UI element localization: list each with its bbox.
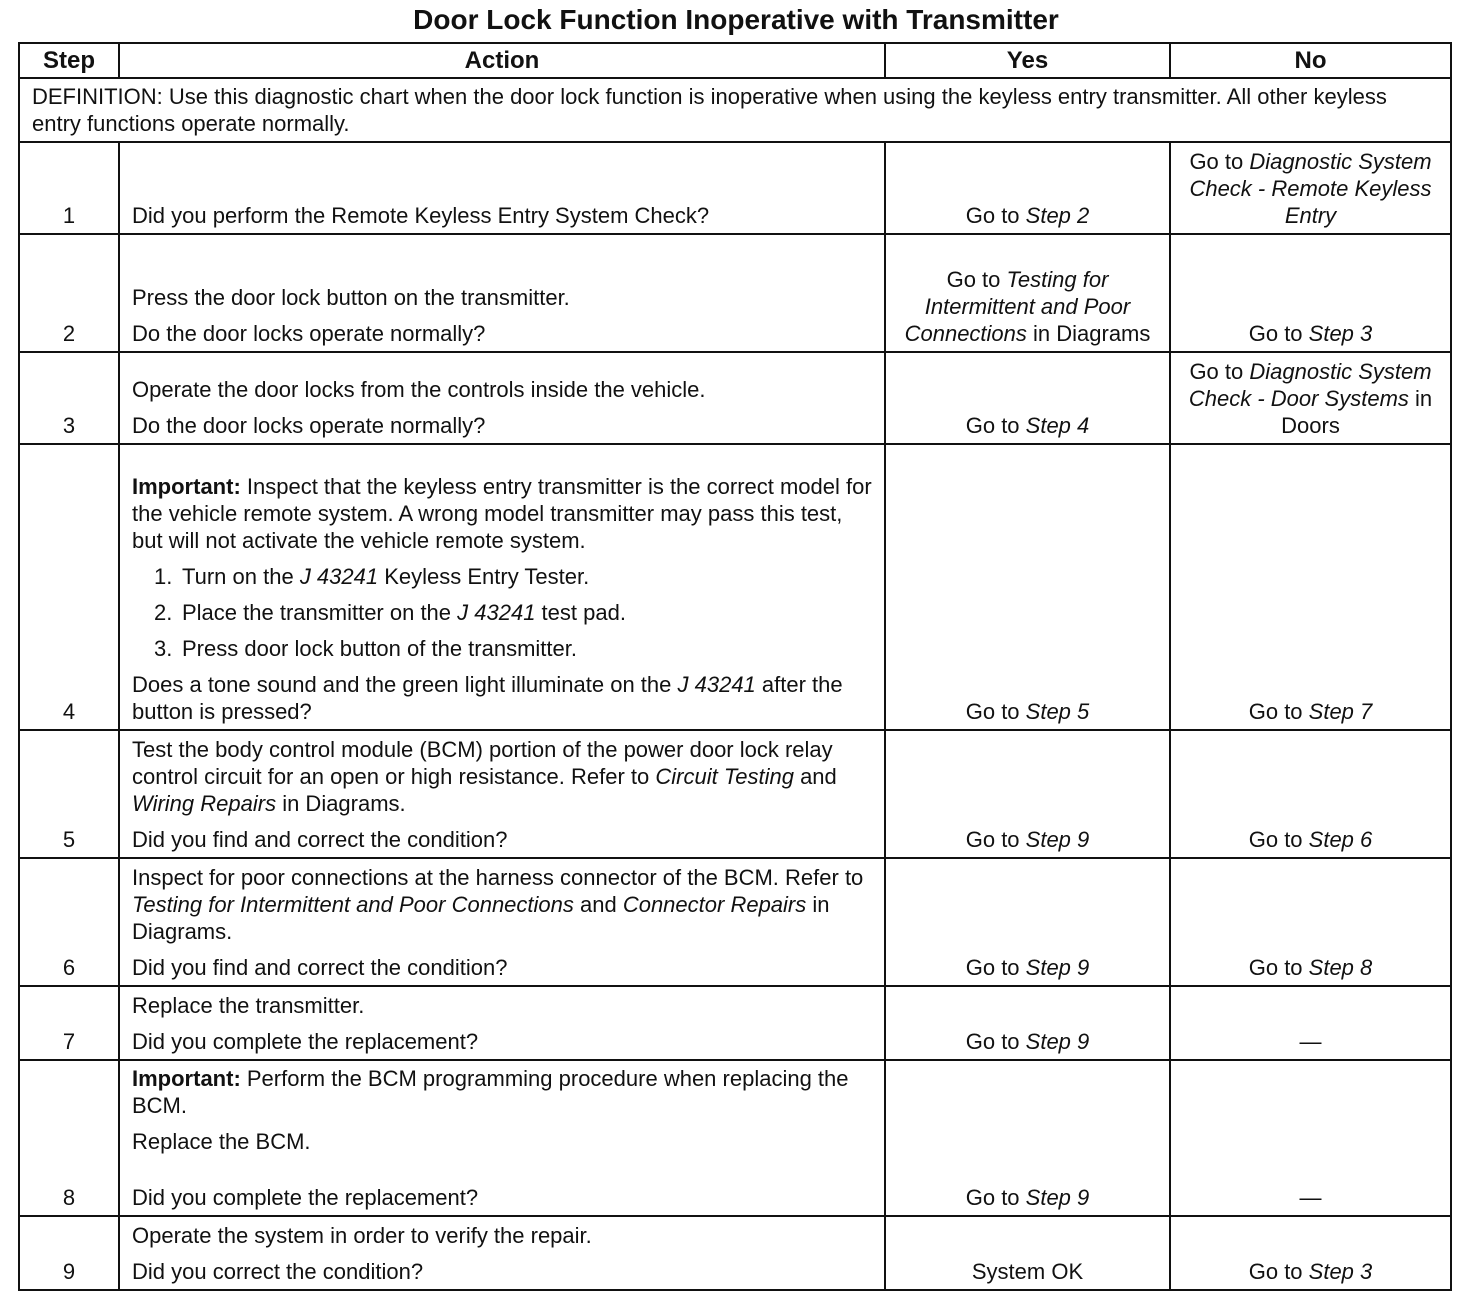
yes-prefix: Go to [965,413,1026,438]
action-text [132,864,872,945]
step-number: 2 [19,234,119,352]
action-cell [119,234,885,352]
yes-ref: Step 9 [1025,1185,1090,1210]
action-cell [119,730,885,858]
yes-cell: System OK [885,1216,1170,1290]
yes-ref: Step 5 [1025,699,1090,724]
yes-ref: Step 9 [1025,1029,1090,1054]
table-row [19,986,1451,1060]
step-number: 9 [19,1216,119,1290]
action-text-part: Inspect for poor connections at the harness connector of the BCM. Refer to [132,865,864,890]
action-text: Operate the door locks from the controls inside the vehicle. [132,377,706,402]
action-cell [119,444,885,730]
yes-ref: Step 2 [1025,203,1090,228]
action-cell [119,352,885,444]
action-text: Replace the transmitter. [132,993,365,1018]
action-cell [119,858,885,986]
no-ref: Step 7 [1308,699,1373,724]
yes-ref: Testing for Intermittent and Poor Connections [904,267,1131,346]
action-question: Did you complete the replacement? [132,1029,479,1054]
yes-suffix: in Diagrams [1026,321,1151,346]
no-ref: Step 3 [1308,321,1373,346]
no-cell: — [1170,1060,1451,1216]
header-action: Action [119,43,885,78]
action-question: Did you find and correct the condition? [132,955,508,980]
action-text: Operate the system in order to verify the repair. [132,1223,592,1248]
table-row [19,858,1451,986]
list-item [132,599,872,626]
definition-row [19,78,1451,142]
table-row [19,1060,1451,1216]
action-ref: Connector Repairs [622,892,807,917]
no-cell [1170,444,1451,730]
action-cell [119,986,885,1060]
no-cell [1170,352,1451,444]
question-text: Does a tone sound and the green light illuminate on the [132,672,678,697]
step-number: 6 [19,858,119,986]
question-suffix: after the button is pressed? [132,672,843,724]
no-ref: Diagnostic System Check - Door Systems [1188,359,1432,411]
yes-prefix: Go to [965,203,1026,228]
action-text-part: and [573,892,623,917]
no-cell [1170,142,1451,234]
diagnostic-table [18,42,1452,1291]
action-text [132,736,872,817]
action-question: Did you correct the condition? [132,1259,424,1284]
action-text-part: Test the body control module (BCM) portion of the power door lock relay control circuit for an open or high resistance. Refer to [132,737,833,789]
important-label: Important: [132,474,241,499]
no-ref: Step 8 [1308,955,1373,980]
action-ref: Wiring Repairs [132,791,277,816]
action-ref: Circuit Testing [655,764,794,789]
action-cell [119,1216,885,1290]
no-prefix: Go to [1248,699,1309,724]
no-prefix: Go to [1248,955,1309,980]
no-cell [1170,1216,1451,1290]
header-row [19,43,1451,78]
yes-cell [885,730,1170,858]
table-row [19,352,1451,444]
substep-ref: J 43241 [299,564,379,589]
important-label: Important: [132,1066,241,1091]
no-cell [1170,730,1451,858]
list-item [132,635,872,662]
no-prefix: Go to [1248,321,1309,346]
yes-cell [885,352,1170,444]
substep-suffix: Keyless Entry Tester. [378,564,590,589]
yes-cell [885,234,1170,352]
substep-number: 1. [154,564,173,589]
table-row [19,234,1451,352]
action-question [132,671,872,725]
yes-prefix: Go to [965,699,1026,724]
yes-ref: Step 4 [1025,413,1090,438]
no-cell: — [1170,986,1451,1060]
substep-text: Place the transmitter on the [182,600,458,625]
important-text: Perform the BCM programming procedure when replacing the BCM. [132,1066,849,1118]
action-text: Press the door lock button on the transmitter. [132,285,570,310]
no-ref: Step 6 [1308,827,1373,852]
yes-ref: Step 9 [1025,827,1090,852]
no-ref: Step 3 [1308,1259,1373,1284]
yes-cell [885,858,1170,986]
important-text: Inspect that the keyless entry transmitter is the correct model for the vehicle remote system. A wrong model transmitter may pass this test, but will not activate the vehicle remote system. [132,474,872,553]
action-text-part: in Diagrams. [132,892,830,944]
header-yes: Yes [885,43,1170,78]
action-text-part: and [793,764,837,789]
yes-prefix: Go to [965,1029,1026,1054]
table-row [19,730,1451,858]
substep-ref: J 43241 [457,600,536,625]
yes-prefix: Go to [965,827,1026,852]
important-note [132,1065,872,1119]
substep-number: 3. [154,636,173,661]
step-number: 7 [19,986,119,1060]
step-number: 5 [19,730,119,858]
substep-list [132,563,872,662]
no-prefix: Go to [1248,827,1309,852]
no-cell [1170,858,1451,986]
no-prefix: Go to [1189,359,1250,384]
action-cell [119,1060,885,1216]
no-suffix: in Doors [1281,386,1433,438]
step-number: 8 [19,1060,119,1216]
definition-text: DEFINITION: Use this diagnostic chart when the door lock function is inoperative when using the keyless entry transmitter. All other keyless entry functions operate normally. [19,78,1451,142]
table-row [19,1216,1451,1290]
table-row [19,444,1451,730]
step-number: 1 [19,142,119,234]
header-no: No [1170,43,1451,78]
substep-number: 2. [154,600,173,625]
yes-ref: Step 9 [1025,955,1090,980]
step-number: 4 [19,444,119,730]
action-text: Did you perform the Remote Keyless Entry System Check? [132,203,710,228]
substep-text: Press door lock button of the transmitter. [182,636,577,661]
action-cell [119,142,885,234]
no-prefix: Go to [1189,149,1250,174]
action-question: Do the door locks operate normally? [132,413,486,438]
yes-cell [885,142,1170,234]
yes-cell [885,986,1170,1060]
no-cell [1170,234,1451,352]
no-prefix: Go to [1248,1259,1309,1284]
important-note [132,473,872,554]
yes-cell [885,1060,1170,1216]
action-question: Did you find and correct the condition? [132,827,508,852]
question-ref: J 43241 [677,672,756,697]
list-item [132,563,872,590]
action-question: Do the door locks operate normally? [132,321,486,346]
step-number: 3 [19,352,119,444]
yes-prefix: Go to [965,955,1026,980]
substep-text: Turn on the [182,564,300,589]
table-row [19,142,1451,234]
action-text-part: in Diagrams. [276,791,406,816]
substep-suffix: test pad. [535,600,626,625]
chart-title: Door Lock Function Inoperative with Transmitter [413,4,1059,35]
header-step: Step [19,43,119,78]
yes-prefix: Go to [946,267,1007,292]
action-ref: Testing for Intermittent and Poor Connections [132,892,574,917]
yes-prefix: Go to [965,1185,1026,1210]
yes-cell [885,444,1170,730]
action-text: Replace the BCM. [132,1129,311,1154]
no-ref: Diagnostic System Check - Remote Keyless Entry [1189,149,1432,228]
action-question: Did you complete the replacement? [132,1185,479,1210]
